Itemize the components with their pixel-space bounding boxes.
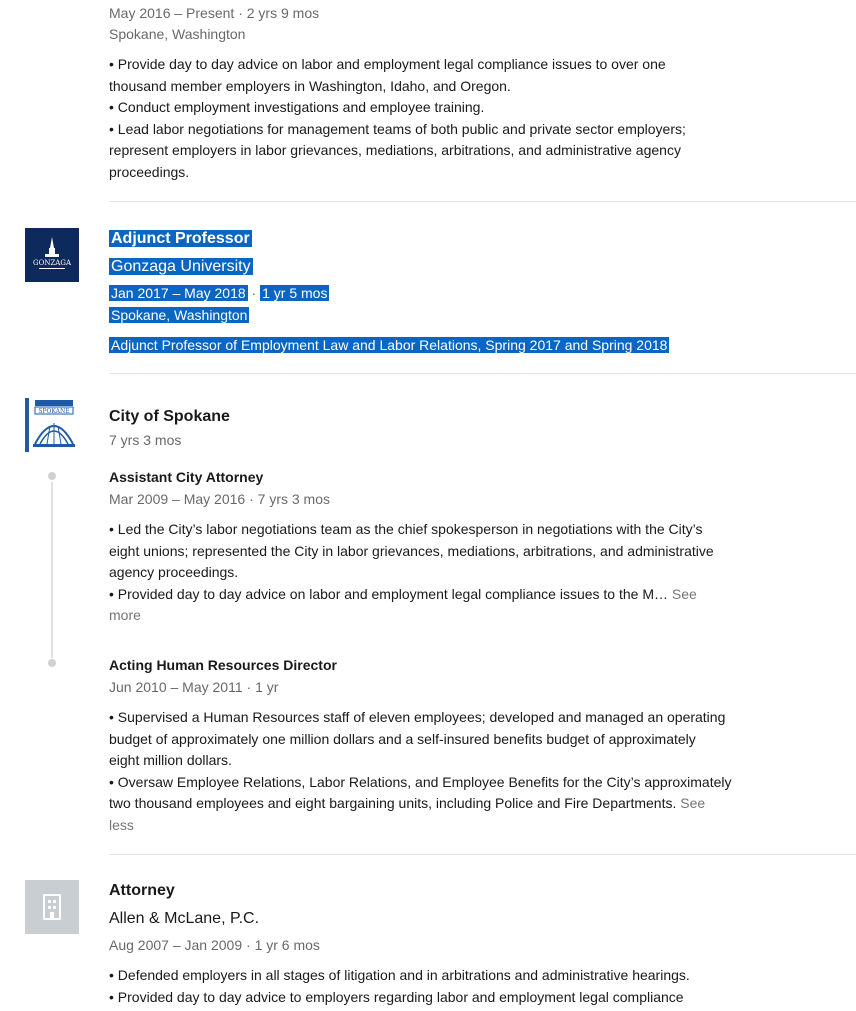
timeline-dot: [48, 472, 56, 480]
gonzaga-logo[interactable]: [25, 228, 79, 282]
role-title-acting-hr-director[interactable]: Acting Human Resources Director: [109, 657, 337, 673]
entry2-dates: Jan 2017 – May 2018: [111, 285, 246, 301]
separator: ·: [251, 285, 257, 301]
entry2-duration: 1 yr 5 mos: [262, 285, 328, 301]
city-of-spokane-logo[interactable]: [25, 398, 79, 452]
divider: [109, 201, 856, 202]
entry3-total-duration: 7 yrs 3 mos: [109, 432, 182, 448]
entry1-description: • Provide day to day advice on labor and employment legal compliance issues to over one thousand member employers in Washington, Idaho, and Oregon. • Conduct employment investigations and employee training. • Lead labor negotiations for management teams of both public and private sector employers; represent employers in labor grievances, mediations, arbitrations, and administrative agency proceedings.: [109, 56, 686, 180]
see-less-button-wrap[interactable]: less: [109, 816, 134, 833]
entry2-location: Spokane, Washington: [111, 307, 248, 323]
timeline-line: [51, 482, 53, 658]
company-placeholder-logo[interactable]: [25, 880, 79, 934]
role-description: • Supervised a Human Resources staff of eleven employees; developed and managed an operating budget of approximately one million dollars and a self-insured benefits budget of approximately eight million dollars. • Oversaw Employee Relations, Labor Relations, and Employee Benefits for the City’s approximately two thousand employees and eight bargaining units, including Police and Fire Departments. See less: [109, 709, 732, 833]
divider: [109, 854, 856, 855]
entry2-description: Adjunct Professor of Employment Law and Labor Relations, Spring 2017 and Spring 2018: [111, 337, 668, 353]
timeline-dot: [48, 659, 56, 667]
entry1-location: Spokane, Washington: [109, 26, 246, 42]
entry2-dates-row: [109, 283, 329, 303]
separator: ·: [238, 5, 243, 21]
entry1-dates-row: [109, 3, 319, 23]
see-more-button-wrap[interactable]: more: [109, 607, 141, 623]
see-less-button[interactable]: See: [680, 795, 706, 811]
svg-text:SPOKANE: SPOKANE: [38, 408, 70, 415]
svg-text:GONZAGA: GONZAGA: [32, 259, 72, 267]
role-title-assistant-city-attorney[interactable]: Assistant City Attorney: [109, 469, 264, 485]
entry4-title[interactable]: Attorney: [109, 882, 175, 899]
role-description: • Led the City’s labor negotiations team as the chief spokesperson in negotiations with the City’s eight unions; represented the City in labor grievances, mediations, arbitrations, and administrative agency proceedings. • Provided day to day advice on labor and employment legal compliance issues to the M… See more: [109, 521, 714, 623]
entry2-org[interactable]: Gonzaga University: [111, 258, 251, 275]
entry2-title[interactable]: Adjunct Professor: [111, 230, 250, 247]
entry3-org[interactable]: City of Spokane: [109, 408, 230, 425]
entry1-dates: May 2016 – Present: [109, 5, 235, 21]
role-dates-row: Jun 2010 – May 2011 · 1 yr: [109, 679, 279, 695]
entry4-dates-row: Aug 2007 – Jan 2009 · 1 yr 6 mos: [109, 937, 320, 953]
entry4-org[interactable]: Allen & McLane, P.C.: [109, 910, 260, 927]
divider: [109, 373, 856, 374]
building-icon: [25, 880, 79, 934]
entry4-description: • Defended employers in all stages of litigation and in arbitrations and administrative hearings. • Provided day to day advice to employers regarding labor and employment legal compliance: [109, 967, 690, 1005]
role-dates-row: Mar 2009 – May 2016 · 7 yrs 3 mos: [109, 491, 331, 507]
see-more-button[interactable]: See: [671, 585, 697, 602]
entry1-duration: 2 yrs 9 mos: [246, 5, 320, 21]
